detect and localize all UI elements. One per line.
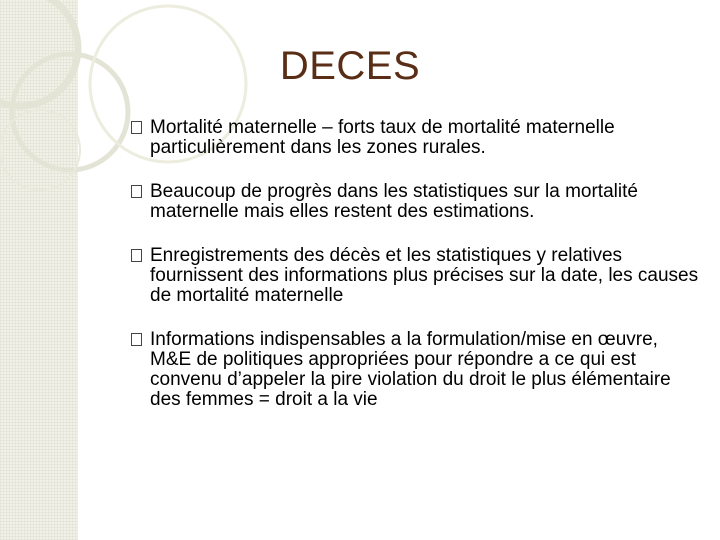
bullet-item bbox=[130, 118, 700, 158]
bullet-text: Enregistrements des décès et les statistiques y relatives fournissent des informations plus précises sur la date, les causes de mortalité maternelle bbox=[150, 245, 699, 306]
bullet-item bbox=[130, 182, 700, 222]
bullet-text: Beaucoup de progrès dans les statistiques sur la mortalité maternelle mais elles restent des estimations. bbox=[150, 181, 638, 222]
slide-title: DECES bbox=[279, 44, 421, 88]
bullet-text: Mortalité maternelle – forts taux de mortalité maternelle particulièrement dans les zones rurales. bbox=[150, 117, 615, 158]
ring-small bbox=[0, 110, 80, 190]
square-bullet-icon bbox=[131, 185, 142, 198]
bullet-text: Informations indispensables a la formulation/mise en œuvre, M&E de politiques appropriées pour répondre a ce qui est convenu d’appeler la pire violation du droit le plus élémentaire des femmes = droit a la vie bbox=[150, 329, 671, 410]
square-bullet-icon bbox=[131, 121, 142, 134]
square-bullet-icon bbox=[131, 249, 142, 262]
bullet-item bbox=[130, 246, 700, 306]
bullet-list bbox=[130, 118, 700, 434]
square-bullet-icon bbox=[131, 333, 142, 346]
bullet-item bbox=[130, 330, 700, 410]
